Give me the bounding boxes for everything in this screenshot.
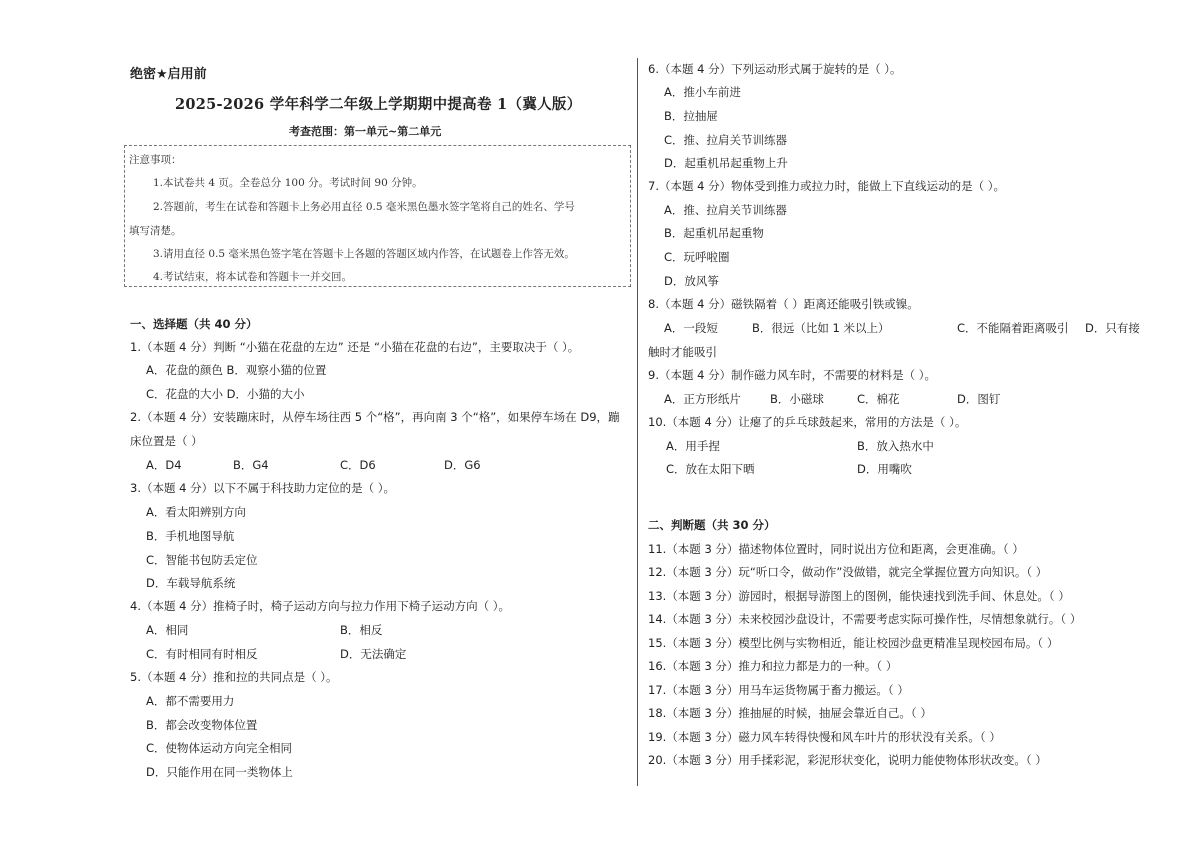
notice-item-4: 4.考试结束，将本试卷和答题卡一并交回。 [153, 271, 353, 283]
question-1-options-cd: C．花盘的大小 D．小猫的大小 [146, 387, 305, 401]
notice-item-2: 2.答题前，考生在试卷和答题卡上务必用直径 0.5 毫米黑色墨水签字笔将自己的姓名、学号 [153, 201, 575, 213]
notice-item-1: 1.本试卷共 4 页。全卷总分 100 分。考试时间 90 分钟。 [153, 177, 423, 189]
question-8-option-a: A．一段短 [664, 321, 718, 335]
question-8-stem: 8.（本题 4 分）磁铁隔着（ ）距离还能吸引铁或镍。 [648, 297, 919, 311]
question-5-option-b: B．都会改变物体位置 [146, 718, 258, 732]
question-10-option-a: A．用手捏 [666, 439, 720, 453]
question-9-option-b: B．小磁球 [770, 392, 824, 406]
judgement-item-19: 19.（本题 3 分）磁力风车转得快慢和风车叶片的形状没有关系。（ ） [648, 730, 1001, 744]
question-6-option-c: C．推、拉肩关节训练器 [664, 133, 788, 147]
question-6-option-a: A．推小车前进 [664, 85, 741, 99]
question-2-option-b: B．G4 [233, 458, 269, 472]
question-8-option-d-cont: 触时才能吸引 [648, 345, 717, 359]
notice-heading: 注意事项： [129, 154, 182, 166]
judgement-item-14: 14.（本题 3 分）未来校园沙盘设计，不需要考虑实际可操作性，尽情想象就行。（ ） [648, 612, 1082, 626]
question-5-option-c: C．使物体运动方向完全相同 [146, 741, 293, 755]
section-2-title: 二、判断题（共 30 分） [648, 518, 776, 532]
question-8-option-b: B．很远（比如 1 米以上） [752, 321, 890, 335]
judgement-item-18: 18.（本题 3 分）推抽屉的时候，抽屉会靠近自己。（ ） [648, 706, 932, 720]
question-9-option-c: C．棉花 [857, 392, 900, 406]
question-4-stem: 4.（本题 4 分）推椅子时，椅子运动方向与拉力作用下椅子运动方向（ ）。 [130, 599, 511, 613]
question-3-option-a: A．看太阳辨别方向 [146, 505, 246, 519]
judgement-item-16: 16.（本题 3 分）推力和拉力都是力的一种。（ ） [648, 659, 898, 673]
question-10-option-b: B．放入热水中 [857, 439, 934, 453]
column-divider [637, 58, 638, 786]
question-4-option-a: A．相同 [146, 623, 189, 637]
question-7-option-d: D．放风筝 [664, 274, 719, 288]
question-4-option-c: C．有时相同有时相反 [146, 647, 258, 661]
question-8-option-d: D．只有接 [1085, 321, 1140, 335]
question-5-option-a: A．都不需要用力 [146, 694, 235, 708]
judgement-item-17: 17.（本题 3 分）用马车运货物属于畜力搬运。（ ） [648, 683, 909, 697]
question-6-option-b: B．拉抽屉 [664, 109, 718, 123]
question-7-stem: 7.（本题 4 分）物体受到推力或拉力时，能做上下直线运动的是（ ）。 [648, 179, 1006, 193]
question-9-stem: 9.（本题 4 分）制作磁力风车时，不需要的材料是（ ）。 [648, 368, 937, 382]
exam-scope: 考查范围：第一单元~第二单元 [289, 125, 442, 138]
question-3-stem: 3.（本题 4 分）以下不属于科技助力定位的是（ ）。 [130, 481, 396, 495]
question-2-option-a: A．D4 [146, 458, 182, 472]
exam-title: 2025-2026 学年科学二年级上学期期中提高卷 1（冀人版） [175, 96, 582, 113]
question-7-option-b: B．起重机吊起重物 [664, 226, 764, 240]
question-10-stem: 10.（本题 4 分）让瘪了的乒乓球鼓起来，常用的方法是（ ）。 [648, 415, 967, 429]
question-2-stem: 2.（本题 4 分）安装蹦床时，从停车场往西 5 个“格”，再向南 3 个“格”，如果停车场在 D9，蹦 [130, 410, 620, 424]
notice-item-3: 3.请用直径 0.5 毫米黑色签字笔在答题卡上各题的答题区域内作答，在试题卷上作答无效。 [153, 248, 575, 260]
question-10-option-d: D．用嘴吹 [857, 462, 912, 476]
confidential-label: 绝密★启用前 [130, 67, 207, 82]
question-7-option-a: A．推、拉肩关节训练器 [664, 203, 787, 217]
question-2-option-c: C．D6 [340, 458, 376, 472]
question-6-option-d: D．起重机吊起重物上升 [664, 156, 788, 170]
judgement-item-12: 12.（本题 3 分）玩“听口令，做动作”没做错，就完全掌握位置方向知识。（ ） [648, 565, 1048, 579]
question-4-option-b: B．相反 [340, 623, 383, 637]
question-9-option-a: A．正方形纸片 [664, 392, 741, 406]
question-8-option-c: C．不能隔着距离吸引 [957, 321, 1069, 335]
judgement-item-15: 15.（本题 3 分）模型比例与实物相近，能让校园沙盘更精准呈现校园布局。（ ） [648, 636, 1059, 650]
notice-item-2-cont: 填写清楚。 [129, 225, 182, 237]
question-5-stem: 5.（本题 4 分）推和拉的共同点是（ ）。 [130, 670, 338, 684]
question-5-option-d: D．只能作用在同一类物体上 [146, 765, 293, 779]
question-9-option-d: D．图钉 [957, 392, 1001, 406]
judgement-item-13: 13.（本题 3 分）游园时，根据导游图上的图例，能快速找到洗手间、休息处。（ ） [648, 589, 1070, 603]
question-1-options-ab: A．花盘的颜色 B．观察小猫的位置 [146, 363, 327, 377]
notice-box [124, 145, 631, 287]
question-2-stem-cont: 床位置是（ ） [130, 434, 203, 448]
question-1-stem: 1.（本题 4 分）判断 “小猫在花盘的左边” 还是 “小猫在花盘的右边”，主要取决于（ ）。 [130, 340, 580, 354]
question-3-option-c: C．智能书包防丢定位 [146, 553, 258, 567]
section-1-title: 一、选择题（共 40 分） [130, 317, 258, 331]
question-3-option-d: D．车载导航系统 [146, 576, 236, 590]
question-6-stem: 6.（本题 4 分）下列运动形式属于旋转的是（ ）。 [648, 62, 902, 76]
question-3-option-b: B．手机地图导航 [146, 529, 235, 543]
judgement-item-11: 11.（本题 3 分）描述物体位置时，同时说出方位和距离，会更准确。（ ） [648, 542, 1024, 556]
judgement-item-20: 20.（本题 3 分）用手揉彩泥，彩泥形状变化，说明力能使物体形状改变。（ ） [648, 753, 1047, 767]
question-4-option-d: D．无法确定 [340, 647, 407, 661]
question-7-option-c: C．玩呼啦圈 [664, 250, 730, 264]
question-2-option-d: D．G6 [444, 458, 481, 472]
question-10-option-c: C．放在太阳下晒 [666, 462, 755, 476]
